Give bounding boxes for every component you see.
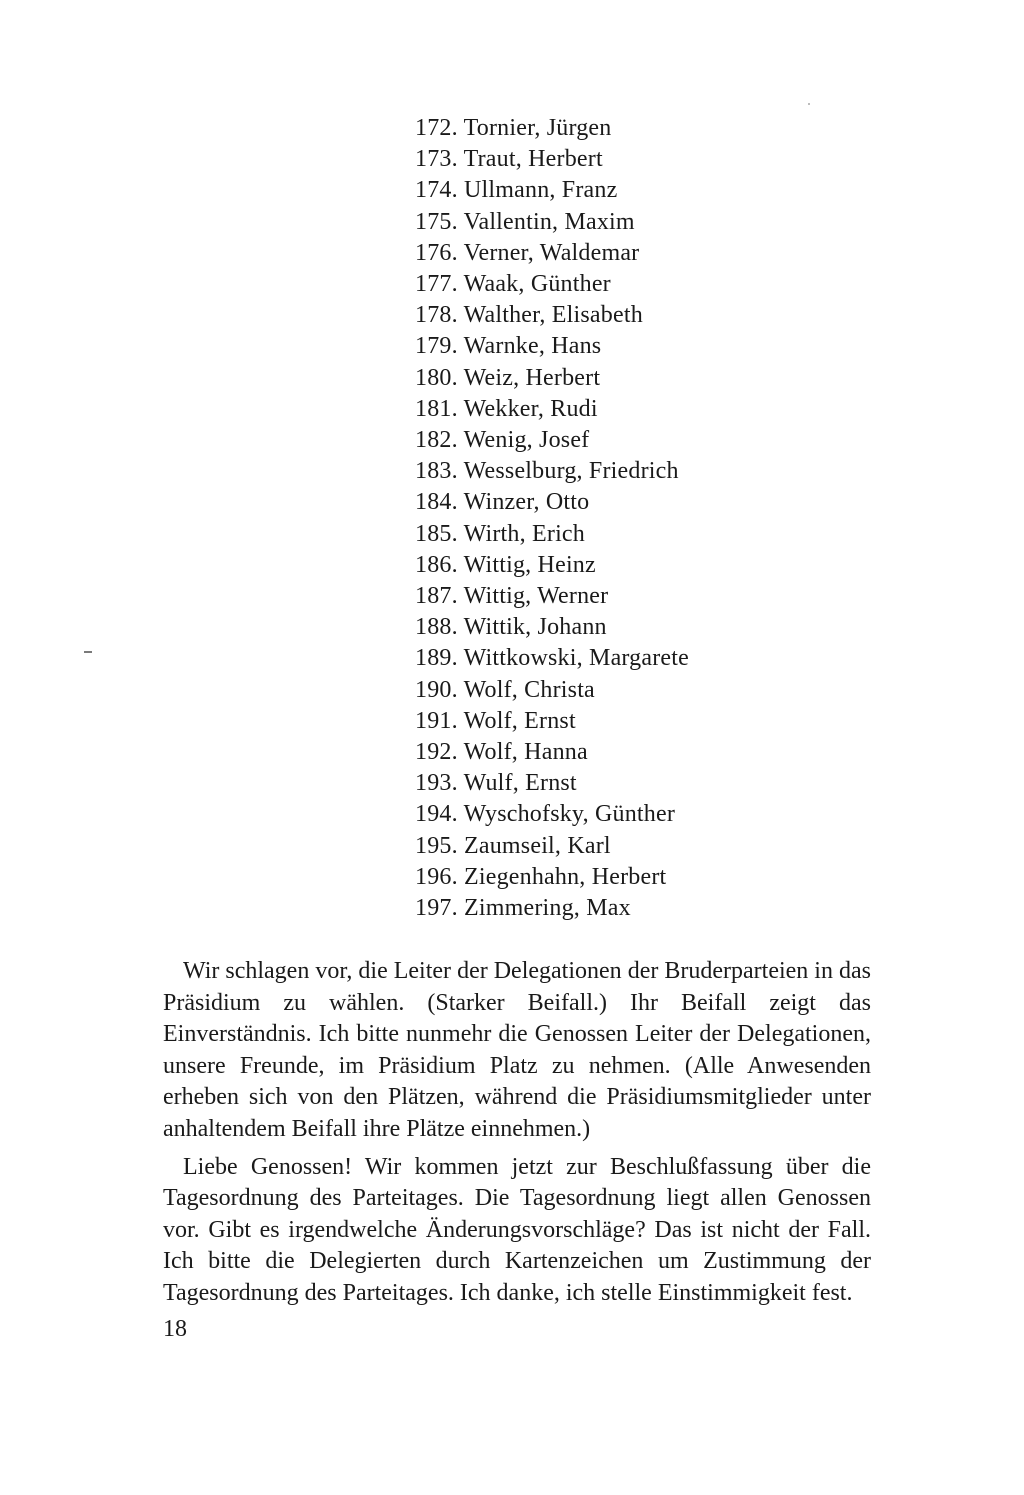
name-list-item	[415, 893, 689, 924]
list-item-number: 191.	[415, 707, 458, 734]
list-item-name: Wittkowski, Margarete	[463, 645, 689, 672]
list-item-name: Wesselburg, Friedrich	[463, 458, 679, 485]
list-item-name: Zaumseil, Karl	[464, 832, 611, 859]
name-list-item	[415, 862, 689, 893]
list-item-number: 197.	[415, 895, 458, 922]
list-item-name: Verner, Waldemar	[463, 239, 640, 266]
name-list-item	[415, 799, 689, 830]
list-item-number: 176.	[415, 239, 458, 266]
name-list-item	[415, 550, 689, 581]
name-list-item	[415, 238, 689, 269]
name-list-item	[415, 207, 689, 238]
name-list-item	[415, 643, 689, 674]
name-list-item	[415, 300, 689, 331]
paragraph-2: Liebe Genossen! Wir kommen jetzt zur Beschlußfassung über die Tagesordnung des Parteitages. Die Tagesordnung liegt allen Genossen vor. Gibt es irgendwelche Änderungsvorschläge? Das ist nicht der Fall. Ich bitte die Delegierten durch Kartenzeichen um Zustimmung der Tagesordnung des Parteitages. Ich danke, ich stelle Einstimmigkeit fest.	[163, 1153, 871, 1306]
list-item-number: 195.	[415, 832, 458, 859]
name-list-item	[415, 425, 689, 456]
list-item-number: 173.	[415, 146, 458, 173]
list-item-name: Ullmann, Franz	[464, 177, 618, 204]
list-item-name: Walther, Elisabeth	[463, 302, 643, 329]
body-text	[163, 956, 871, 1316]
list-item-name: Wulf, Ernst	[463, 770, 577, 797]
list-item-name: Wolf, Hanna	[463, 739, 588, 766]
name-list-item	[415, 612, 689, 643]
list-item-name: Waak, Günther	[463, 271, 611, 298]
list-item-number: 190.	[415, 676, 458, 703]
list-item-name: Zimmering, Max	[464, 895, 631, 922]
list-item-number: 182.	[415, 427, 458, 454]
name-list-item	[415, 768, 689, 799]
list-item-number: 186.	[415, 551, 458, 578]
list-item-name: Wenig, Josef	[463, 427, 590, 454]
list-item-name: Warnke, Hans	[463, 333, 602, 360]
list-item-name: Wolf, Christa	[463, 676, 595, 703]
delegate-name-list	[415, 113, 689, 924]
list-item-name: Tornier, Jürgen	[463, 115, 612, 141]
list-item-number: 172.	[415, 115, 458, 141]
name-list-item	[415, 675, 689, 706]
name-list-item	[415, 144, 689, 175]
name-list-item	[415, 581, 689, 612]
name-list-item	[415, 456, 689, 487]
list-item-name: Wekker, Rudi	[463, 395, 598, 422]
list-item-number: 194.	[415, 801, 458, 828]
paragraph-1: Wir schlagen vor, die Leiter der Delegationen der Bruderparteien in das Präsidium zu wählen. (Starker Beifall.) Ihr Beifall zeigt das Einverständnis. Ich bitte nunmehr die Genossen Leiter der Delegationen, unsere Freunde, im Präsidium Platz zu nehmen. (Alle Anwesenden erheben sich von den Plätzen, während die Präsidiumsmitglieder unter anhaltendem Beifall ihre Plätze einnehmen.)	[163, 958, 871, 1142]
list-item-name: Vallentin, Maxim	[463, 208, 635, 235]
list-item-number: 193.	[415, 770, 458, 797]
list-item-name: Wyschofsky, Günther	[463, 801, 676, 828]
name-list-item	[415, 269, 689, 300]
name-list-item	[415, 363, 689, 394]
list-item-number: 180.	[415, 364, 458, 391]
name-list-item	[415, 831, 689, 862]
name-list-item	[415, 394, 689, 425]
name-list-item	[415, 487, 689, 518]
list-item-number: 196.	[415, 863, 458, 890]
name-list-item	[415, 175, 689, 206]
list-item-number: 181.	[415, 395, 458, 422]
list-item-number: 183.	[415, 458, 458, 485]
list-item-name: Wolf, Ernst	[463, 707, 576, 734]
list-item-number: 192.	[415, 739, 458, 766]
list-item-number: 187.	[415, 583, 458, 610]
list-item-name: Traut, Herbert	[463, 146, 603, 173]
list-item-name: Wittig, Heinz	[463, 551, 596, 578]
list-item-name: Wittig, Werner	[463, 583, 609, 610]
page-number: 18	[163, 1316, 187, 1342]
name-list-item	[415, 331, 689, 362]
list-item-number: 178.	[415, 302, 458, 329]
margin-mark	[84, 651, 92, 653]
list-item-name: Ziegenhahn, Herbert	[464, 863, 667, 890]
list-item-number: 177.	[415, 271, 458, 298]
list-item-number: 175.	[415, 208, 458, 235]
name-list-item	[415, 737, 689, 768]
list-item-number: 174.	[415, 177, 458, 204]
name-list-item	[415, 113, 689, 144]
list-item-number: 184.	[415, 489, 458, 516]
list-item-number: 188.	[415, 614, 458, 641]
list-item-name: Wittik, Johann	[463, 614, 607, 641]
list-item-number: 189.	[415, 645, 458, 672]
name-list-item	[415, 519, 689, 550]
list-item-number: 179.	[415, 333, 458, 360]
list-item-name: Wirth, Erich	[463, 520, 585, 547]
name-list-item	[415, 706, 689, 737]
list-item-number: 185.	[415, 520, 458, 547]
list-item-name: Weiz, Herbert	[463, 364, 601, 391]
list-item-name: Winzer, Otto	[463, 489, 590, 516]
scan-speck	[808, 103, 810, 105]
